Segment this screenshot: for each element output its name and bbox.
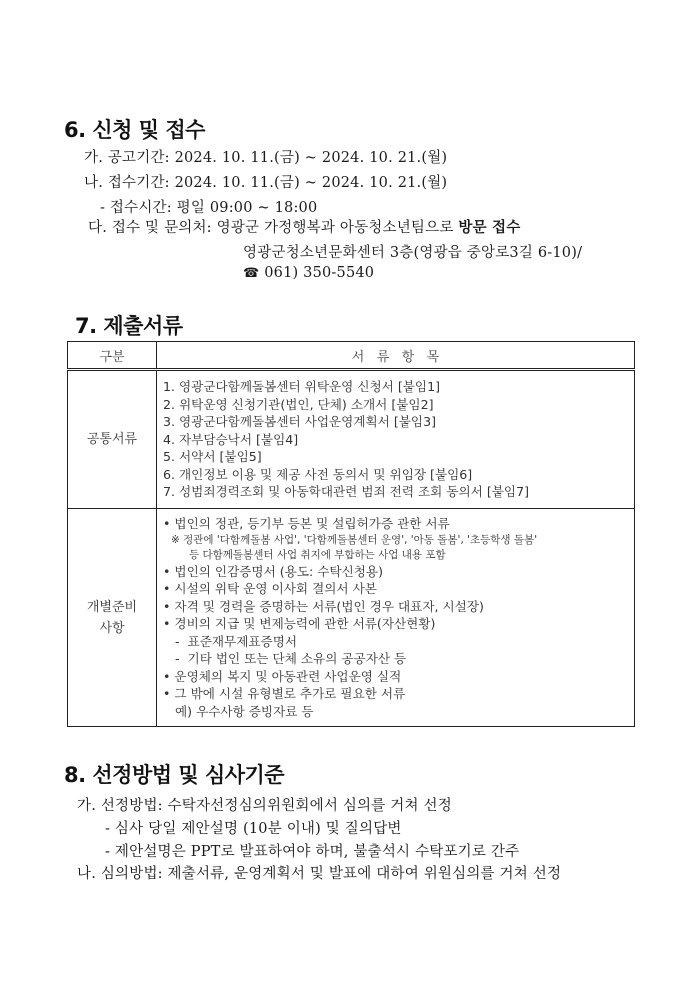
individual-items: [157, 509, 635, 727]
common-items: [157, 370, 635, 509]
application-hours: [100, 196, 317, 217]
phone-icon: ☎: [243, 266, 260, 281]
application-period-value: 2024. 10. 11.(금) ~ 2024. 10. 21.(월): [174, 175, 448, 191]
header-items: 서 류 항 목: [157, 342, 635, 370]
list-item: 7. 성범죄경력조회 및 아동학대관련 범죄 전력 조회 동의서 [붙임7]: [163, 484, 530, 500]
contact-address: 영광군청소년문화센터 3층(영광읍 중앙로3길 6-10)/: [243, 245, 583, 261]
documents-table: [67, 341, 635, 727]
selection-detail-2: - 제안설명은 PPT로 발표하여야 하며, 불출석시 수탁포기로 간주: [105, 844, 520, 860]
category-individual-line2: 사항: [99, 620, 125, 636]
announcement-period: [84, 146, 447, 167]
contact-value: 영광군 가정행복과 아동청소년팀으로: [216, 220, 454, 236]
list-item: 1. 영광군다함께돌봄센터 위탁운영 신청서 [붙임1]: [163, 379, 441, 395]
contact-info: [88, 216, 520, 237]
list-item: 5. 서약서 [붙임5]: [163, 449, 262, 465]
category-individual-line1: 개별준비: [86, 599, 138, 615]
phone-number: 061) 350-5540: [264, 265, 375, 281]
list-item: 6. 개인정보 이용 및 제공 사전 동의서 및 위임장 [붙임6]: [163, 466, 473, 482]
selection-method: 가. 선정방법: 수탁자선정심의위원회에서 심의를 거쳐 선정: [77, 798, 452, 814]
section-7-heading: 7. 제출서류: [75, 314, 183, 338]
list-item: • 자격 및 경력을 증명하는 서류(법인 경우 대표자, 시설장): [163, 598, 484, 614]
contact-phone: [243, 265, 374, 281]
application-period: [84, 171, 447, 192]
list-item: 2. 위탁운영 신청기관(법인, 단체) 소개서 [붙임2]: [163, 396, 434, 412]
table-row-individual: [68, 509, 635, 727]
sub-item: - 기타 법인 또는 단체 소유의 공공자산 등: [175, 651, 407, 666]
table-row-common: [68, 370, 635, 509]
list-item: • 경비의 지급 및 변제능력에 관한 서류(자산현황): [163, 616, 436, 631]
list-item-continuation: 예) 우수사항 증빙자료 등: [175, 703, 314, 719]
category-individual: [68, 509, 157, 727]
application-hours-label: - 접수시간:: [100, 200, 172, 216]
visit-emphasis: 방문 접수: [458, 219, 521, 236]
application-hours-value: 평일 09:00 ~ 18:00: [176, 200, 318, 216]
review-method: 나. 심의방법: 제출서류, 운영계획서 및 발표에 대하여 위원심의를 거쳐 선정: [77, 866, 562, 882]
section-8-heading: 8. 선정방법 및 심사기준: [64, 763, 285, 787]
list-item: • 시설의 위탁 운영 이사회 결의서 사본: [163, 581, 377, 596]
category-common: 공통서류: [68, 370, 157, 509]
header-category: 구분: [68, 342, 157, 370]
announcement-period-label: 가. 공고기간:: [84, 150, 170, 166]
list-item: • 그 밖에 시설 유형별로 추가로 필요한 서류: [163, 686, 406, 701]
list-item: 3. 영광군다함께돌봄센터 사업운영계획서 [붙임3]: [163, 414, 437, 430]
table-header-row: [68, 342, 635, 370]
selection-detail-1: - 심사 당일 제안설명 (10분 이내) 및 질의답변: [105, 821, 402, 837]
list-item: • 법인의 인감증명서 (용도: 수탁신청용): [163, 563, 383, 579]
list-item: 4. 자부담승낙서 [붙임4]: [163, 431, 299, 447]
sub-item: - 표준재무제표증명서: [175, 633, 298, 649]
contact-label: 다. 접수 및 문의처:: [88, 220, 212, 236]
section-6-heading: 6. 신청 및 접수: [64, 118, 205, 142]
list-item: • 법인의 정관, 등기부 등본 및 설립허가증 관한 서류: [163, 516, 450, 531]
announcement-period-value: 2024. 10. 11.(금) ~ 2024. 10. 21.(월): [174, 150, 448, 166]
note-item: 등 다함께돌봄센터 사업 취지에 부합하는 사업 내용 포함: [189, 548, 446, 561]
list-item: • 운영체의 복지 및 아동관련 사업운영 실적: [163, 668, 402, 684]
application-period-label: 나. 접수기간:: [84, 175, 170, 191]
note-item: ※ 정관에 '다함께돌봄 사업', '다함께돌봄센터 운영', '아동 돌봄', '초등학생 돌봄': [171, 533, 538, 546]
